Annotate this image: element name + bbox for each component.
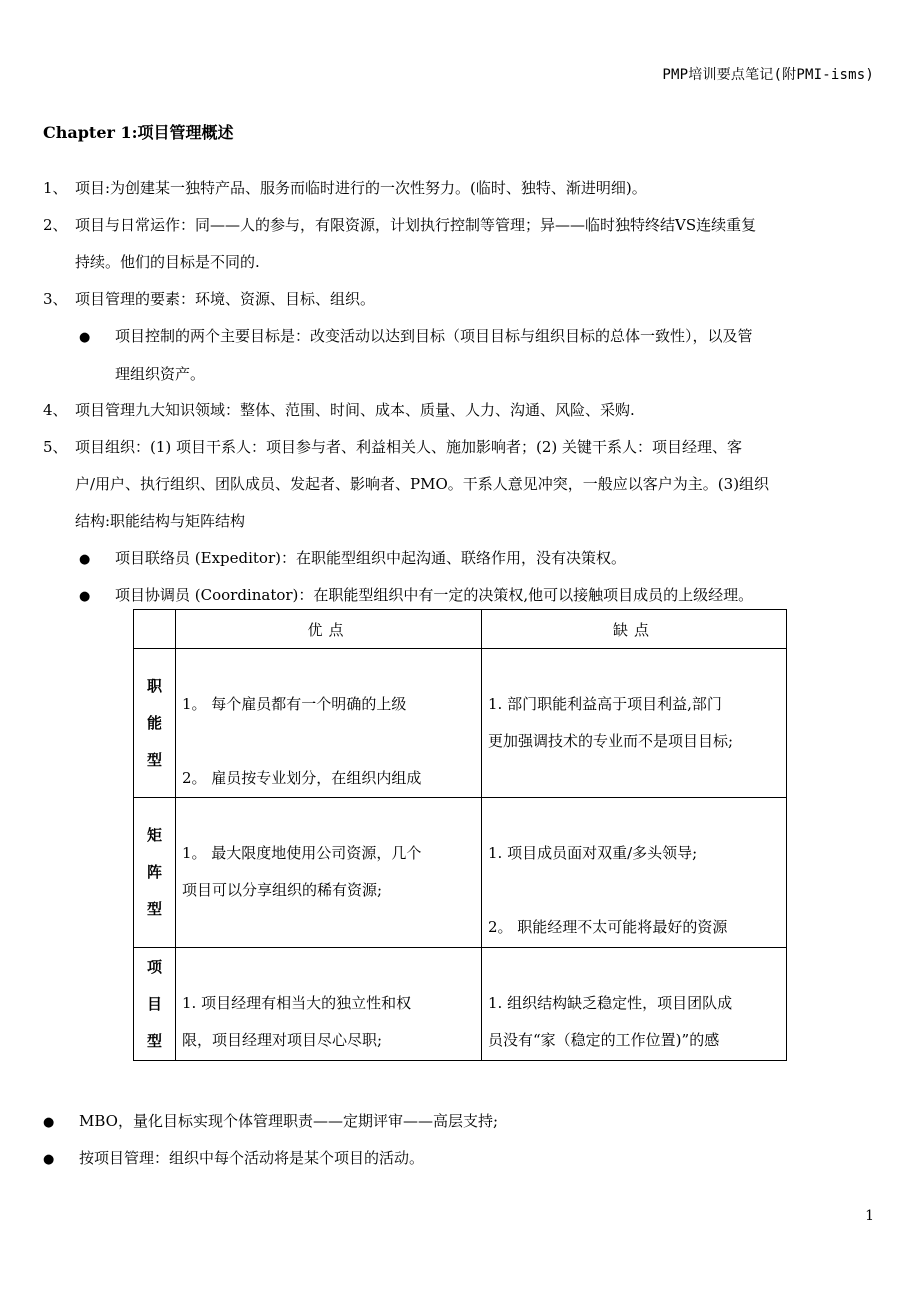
bullet-dot-icon: ● <box>79 589 91 604</box>
item-number: 1、 <box>43 179 68 197</box>
pros-cell <box>176 649 482 798</box>
list-item <box>43 170 876 207</box>
bullet-item <box>79 540 876 578</box>
bullet-text-continuation: 理组织资产。 <box>115 365 206 383</box>
spacer <box>488 798 780 835</box>
spacer <box>182 649 475 686</box>
table-row <box>134 649 787 798</box>
row-label-char: 矩 <box>146 826 162 844</box>
bullet-text: 项目协调员 (Coordinator)：在职能型组织中有一定的决策权,他可以接触项目成员的上级经理。 <box>115 586 754 604</box>
row-label-char: 型 <box>146 900 162 918</box>
cell-line: 更加强调技术的专业而不是项目目标; <box>488 732 734 750</box>
spacer <box>488 872 780 909</box>
table-header-pros: 优点 <box>176 610 482 649</box>
cell-line: 1. 部门职能利益高于项目利益,部门 <box>488 695 722 713</box>
row-label-char: 项 <box>146 957 162 976</box>
bullet-dot-icon: ● <box>43 1115 55 1130</box>
bullet-item <box>79 318 876 393</box>
item-number: 4、 <box>43 401 68 419</box>
bullet-text: 项目控制的两个主要目标是：改变活动以达到目标（项目目标与组织目标的总体一致性），以及管 <box>115 327 753 345</box>
cell-line: 1. 组织结构缺乏稳定性，项目团队成 <box>488 994 733 1012</box>
cell-line: 1. 项目经理有相当大的独立性和权 <box>182 994 412 1012</box>
row-label-char: 阵 <box>146 863 162 881</box>
row-label-char: 型 <box>146 750 162 769</box>
item-text: 项目与日常运作：同——人的参与，有限资源，计划执行控制等管理；异——临时独特终结VS连续重复 <box>75 216 757 234</box>
item-text: 项目管理九大知识领域：整体、范围、时间、成本、质量、人力、沟通、风险、采购. <box>75 401 635 419</box>
spacer <box>182 798 475 835</box>
org-structure-table <box>133 609 787 1061</box>
bullet-item <box>43 1140 876 1178</box>
row-label <box>134 948 176 1061</box>
pros-cell <box>176 948 482 1061</box>
row-label-char: 目 <box>146 994 162 1013</box>
row-label-char: 能 <box>146 713 162 732</box>
list-item <box>43 281 876 318</box>
cons-cell <box>482 948 787 1061</box>
item-text-continuation: 户/用户、执行组织、团队成员、发起者、影响者、PMO。干系人意见冲突，一般应以客户为主。(3)组织 <box>75 475 770 493</box>
cell-line: 2。 职能经理不太可能将最好的资源 <box>488 918 728 936</box>
item-number: 5、 <box>43 438 68 456</box>
item-text-continuation: 结构:职能结构与矩阵结构 <box>75 512 246 530</box>
bullet-dot-icon: ● <box>79 552 91 567</box>
table-header-corner <box>134 610 176 649</box>
cons-cell <box>482 649 787 798</box>
table-header-row <box>134 610 787 649</box>
item-number: 3、 <box>43 290 68 308</box>
bullet-dot-icon: ● <box>79 330 91 345</box>
table-header-cons: 缺点 <box>482 610 787 649</box>
cell-line: 1. 项目成员面对双重/多头领导; <box>488 844 698 862</box>
item-text: 项目管理的要素：环境、资源、目标、组织。 <box>75 290 376 308</box>
bullet-text: 项目联络员 (Expeditor)：在职能型组织中起沟通、联络作用，没有决策权。 <box>115 549 626 567</box>
bullet-item <box>43 1103 876 1141</box>
cell-line: 2。 雇员按专业划分，在组织内组成 <box>182 769 422 787</box>
item-text: 项目组织：(1) 项目干系人：项目参与者、利益相关人、施加影响者；(2) 关键干系人：项目经理、客 <box>75 438 743 456</box>
item-number: 2、 <box>43 216 68 234</box>
cell-line: 1。 每个雇员都有一个明确的上级 <box>182 695 407 713</box>
page-number: 1 <box>865 1208 874 1224</box>
pros-cell <box>176 798 482 948</box>
list-item <box>43 207 876 281</box>
row-label-char: 职 <box>146 676 162 695</box>
table-row <box>134 948 787 1061</box>
bullet-dot-icon: ● <box>43 1152 55 1167</box>
cell-line: 员没有“家（稳定的工作位置)”的感 <box>488 1031 720 1049</box>
row-label-char: 型 <box>146 1031 162 1050</box>
bullet-text: MBO，量化目标实现个体管理职责——定期评审——高层支持; <box>79 1112 499 1130</box>
list-item <box>43 429 876 540</box>
chapter-title: Chapter 1:项目管理概述 <box>43 123 234 142</box>
row-label <box>134 649 176 798</box>
table-row <box>134 798 787 948</box>
spacer <box>182 948 475 985</box>
cell-line: 限，项目经理对项目尽心尽职; <box>182 1031 383 1049</box>
item-text-continuation: 持续。他们的目标是不同的. <box>75 253 260 271</box>
page-header: PMP培训要点笔记(附PMI-isms) <box>662 67 874 83</box>
cell-line: 项目可以分享组织的稀有资源; <box>182 881 383 899</box>
spacer <box>488 948 780 985</box>
bullet-text: 按项目管理：组织中每个活动将是某个项目的活动。 <box>79 1149 425 1167</box>
row-label <box>134 798 176 948</box>
cons-cell <box>482 798 787 948</box>
cell-line: 1。 最大限度地使用公司资源，几个 <box>182 844 422 862</box>
item-text: 项目:为创建某一独特产品、服务而临时进行的一次性努力。(临时、独特、渐进明细)。 <box>75 179 647 197</box>
spacer <box>488 649 780 686</box>
list-item <box>43 392 876 429</box>
spacer <box>182 723 475 760</box>
